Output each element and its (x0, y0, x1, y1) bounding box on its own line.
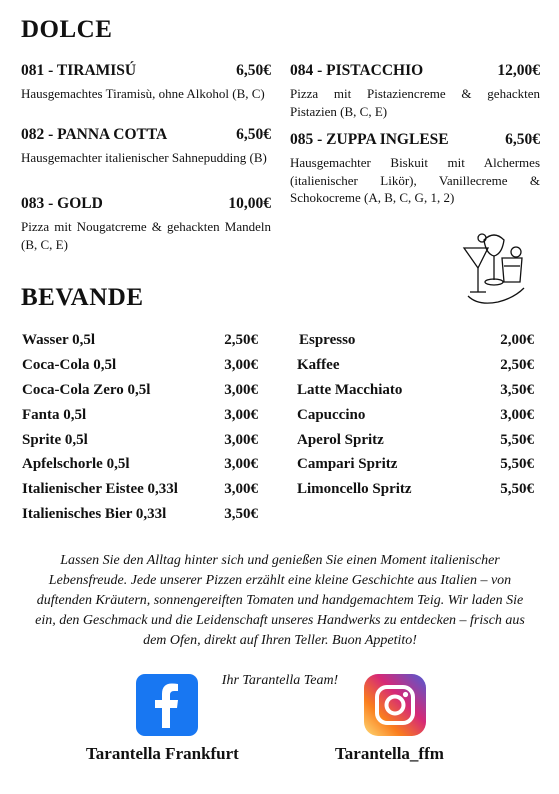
drink-name: Wasser 0,5l (22, 332, 96, 348)
drink-price: 5,50€ (500, 456, 534, 472)
drink-name: Aperol Spritz (297, 432, 384, 448)
drink-price: 2,00€ (500, 332, 534, 348)
dolce-item-gold (21, 195, 271, 253)
item-name: 081 - TIRAMISÚ (21, 62, 137, 79)
drink-price: 2,50€ (224, 332, 258, 348)
drink-price: 2,50€ (500, 357, 534, 373)
facebook-icon[interactable] (136, 674, 198, 736)
item-description: Pizza mit Pistaziencreme & gehackten Pistazien (B, C, E) (290, 86, 540, 119)
instagram-label[interactable]: Tarantella_ffm (335, 744, 444, 763)
cocktail-glasses-icon (458, 226, 530, 310)
drink-name: Kaffee (297, 357, 340, 373)
item-name: 083 - GOLD (21, 195, 103, 212)
signature: Ihr Tarantella Team! (221, 673, 339, 688)
drink-price: 3,50€ (500, 382, 534, 398)
item-description: Hausgemachtes Tiramisù, ohne Alkohol (B, C) (21, 86, 265, 101)
drink-name: Coca-Cola Zero 0,5l (22, 382, 151, 398)
drink-name: Limoncello Spritz (297, 481, 412, 497)
dolce-item-panna-cotta (21, 126, 271, 167)
drink-price: 3,00€ (500, 407, 534, 423)
item-description: Hausgemachter italienischer Sahnepudding (B) (21, 150, 267, 165)
drink-price: 3,00€ (224, 432, 258, 448)
dolce-item-zuppa-inglese (290, 131, 540, 207)
drink-name: Italienischer Eistee 0,33l (22, 481, 178, 497)
item-name: 085 - ZUPPA INGLESE (290, 131, 449, 148)
dolce-item-tiramisu (21, 62, 271, 103)
item-description: Pizza mit Nougatcreme & gehackten Mandeln (B, C, E) (21, 219, 271, 252)
drink-name: Campari Spritz (297, 456, 398, 472)
drink-name: Fanta 0,5l (22, 407, 87, 423)
item-name: 082 - PANNA COTTA (21, 126, 168, 143)
dolce-title: DOLCE (21, 16, 113, 43)
item-price: 12,00€ (497, 62, 540, 79)
drink-name: Italienisches Bier 0,33l (22, 506, 167, 522)
drink-name: Apfelschorle 0,5l (22, 456, 130, 472)
drink-price: 3,00€ (224, 456, 258, 472)
drink-name: Coca-Cola 0,5l (22, 357, 117, 373)
item-price: 6,50€ (236, 126, 271, 143)
drink-name: Capuccino (297, 407, 366, 423)
drink-price: 5,50€ (500, 481, 534, 497)
drink-name: Latte Macchiato (297, 382, 403, 398)
drink-price: 3,00€ (224, 382, 258, 398)
drink-price: 3,00€ (224, 357, 258, 373)
item-price: 6,50€ (505, 131, 540, 148)
item-price: 10,00€ (228, 195, 271, 212)
drink-name: Sprite 0,5l (22, 432, 88, 448)
dolce-item-pistacchio (290, 62, 540, 120)
drink-price: 3,00€ (224, 481, 258, 497)
drink-price: 3,00€ (224, 407, 258, 423)
instagram-icon[interactable] (364, 674, 426, 736)
item-name: 084 - PISTACCHIO (290, 62, 424, 79)
item-price: 6,50€ (236, 62, 271, 79)
intro-quote: Lassen Sie den Alltag hinter sich und genießen Sie einen Moment italienischer Lebensfreude. Jede unserer Pizzen erzählt eine kleine Geschichte aus Italien – von duftenden Kräutern, sonnengereiften Tomaten und handgemachtem Teig. Wir laden Sie ein, den Geschmack und die Leidenschaft unseres Handwerks zu entdecken – frisch aus dem Ofen, direkt auf Ihren Teller. Buon Appetito! (35, 553, 525, 648)
facebook-label[interactable]: Tarantella Frankfurt (86, 744, 239, 763)
drink-price: 3,50€ (224, 506, 258, 522)
drink-name: Espresso (299, 332, 356, 348)
drink-price: 5,50€ (500, 432, 534, 448)
bevande-title: BEVANDE (21, 284, 144, 311)
item-description: Hausgemachter Biskuit mit Alchermes (italienischer Likör), Vanillecreme & Schokocreme (A, B, C, G, 1, 2) (290, 155, 540, 205)
